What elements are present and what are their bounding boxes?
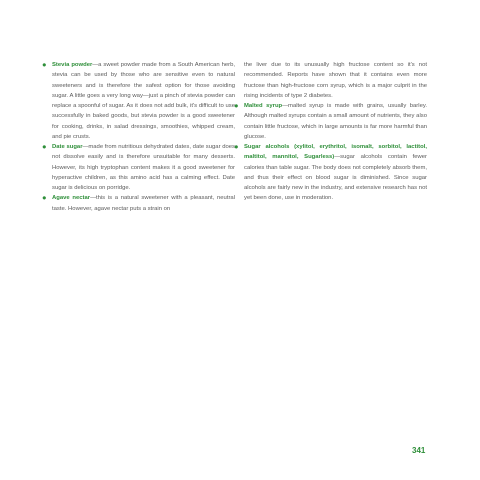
list-item bbox=[42, 142, 235, 193]
list-item bbox=[234, 101, 427, 142]
right-column bbox=[234, 60, 427, 204]
item-text: —a sweet powder made from a South American herb, stevia can be used by those who are sensitive even to natural sweeteners and is therefore the safest option for those avoiding sugar. A little goes a very long way—just a pinch of stevia powder can replace a spoonful of sugar. As it does not add bulk, it's difficult to use successfully in baked goods, but stevia powder is a good sweetener for cooking, drinks, in salad dressings, smoothies, whipped cream, and pie crusts. bbox=[52, 62, 235, 140]
item-text: —this is a natural sweetener with a pleasant, neutral taste. However, agave nectar puts a strain on bbox=[52, 195, 236, 212]
left-column bbox=[42, 60, 236, 214]
bullet-icon: ● bbox=[234, 142, 239, 151]
item-text: —made from nutritious dehydrated dates, date sugar does not dissolve easily and is therefore unsuitable for many desserts. However, its high tryptophan content makes it a good sweetener for hyperactive children, as this amino acid has a calming effect. Date sugar is delicious on porridge. bbox=[52, 144, 235, 191]
list-item bbox=[42, 60, 235, 142]
bullet-icon: ● bbox=[234, 101, 239, 110]
list-item bbox=[42, 193, 236, 214]
item-term: Date sugar bbox=[52, 144, 83, 150]
item-term: Stevia powder bbox=[52, 62, 93, 68]
item-term: Agave nectar bbox=[52, 195, 91, 202]
item-term: Sugar alcohols (xylitol, erythritol, isomalt, sorbitol, lactitol, maltitol, mannitol, Sugarless) bbox=[244, 144, 427, 161]
bullet-icon: ● bbox=[42, 60, 47, 69]
bullet-icon: ● bbox=[42, 193, 47, 203]
item-term: Malted syrup bbox=[244, 103, 283, 109]
bullet-icon: ● bbox=[42, 142, 47, 151]
item-text: —sugar alcohols contain fewer calories than table sugar. The body does not completely absorb them, and thus their effect on blood sugar is diminished. Since sugar alcohols are fairly new in the industry, and extensive research has not yet been done, use in moderation. bbox=[244, 154, 427, 202]
item-text: —malted syrup is made with grains, usually barley. Although malted syrups contain a small amount of nutrients, they also contain little fructose, which in large amounts is far more harmful than glucose. bbox=[244, 103, 427, 140]
page-number: 341 bbox=[412, 446, 426, 455]
list-item bbox=[234, 142, 427, 204]
continuation-paragraph: the liver due to its unusually high fructose content so it's not recommended. Reports have shown that it contains even more fructose than high-fructose corn syrup, which is a major culprit in the rising incidents of type 2 diabetes. bbox=[244, 62, 427, 99]
